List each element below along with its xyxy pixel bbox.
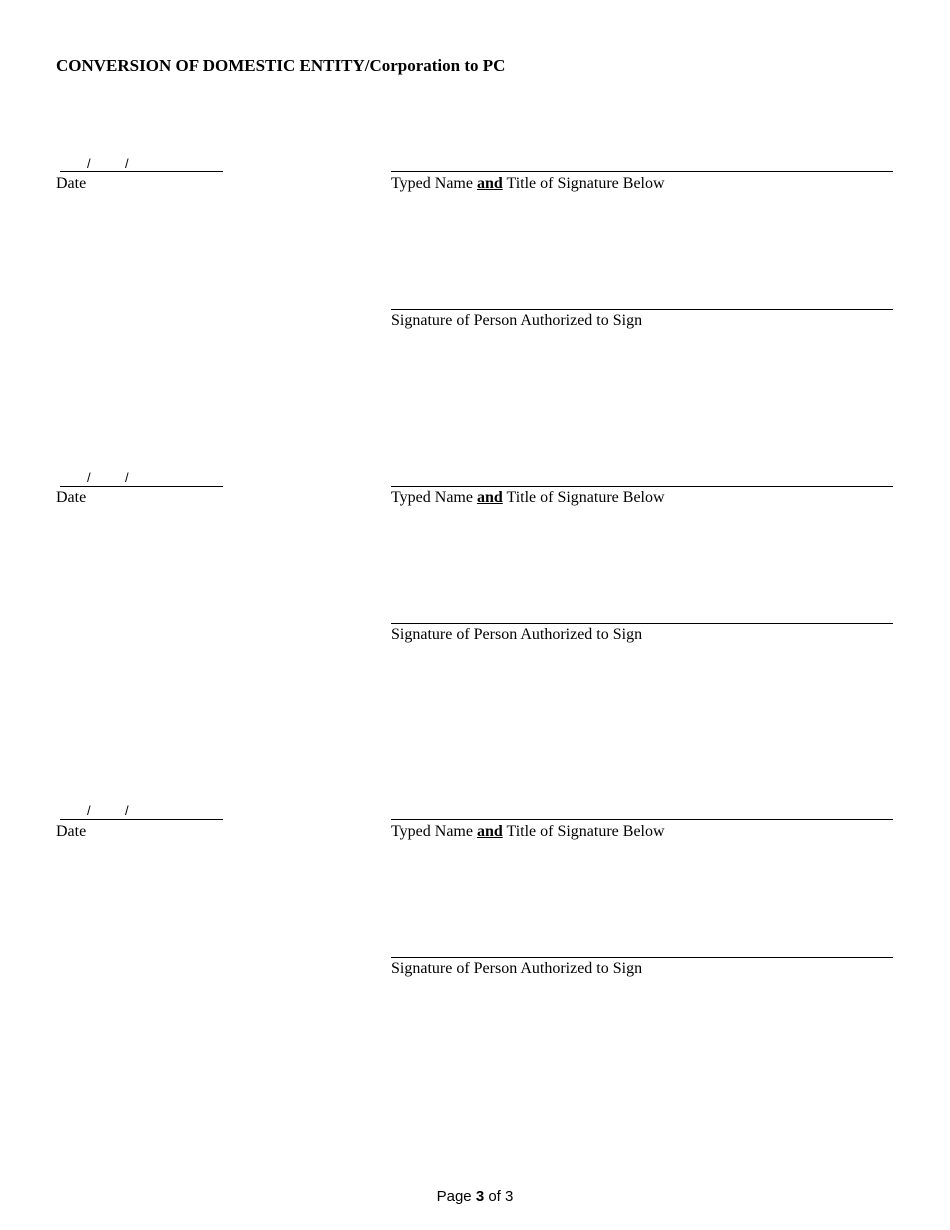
emphasis-and: and [476, 175, 503, 192]
typed-name-label: Typed Name and Title of Signature Below [391, 823, 665, 840]
signature-label: Signature of Person Authorized to Sign [391, 626, 643, 643]
document-title: CONVERSION OF DOMESTIC ENTITY/Corporation to PC [56, 56, 506, 75]
date-separator: / [87, 470, 91, 485]
signature-field[interactable] [391, 623, 893, 624]
signature-label: Signature of Person Authorized to Sign [391, 960, 643, 977]
emphasis-and: and [476, 489, 503, 506]
total-pages: 3 [505, 1188, 514, 1205]
typed-name-label: Typed Name and Title of Signature Below [391, 175, 665, 192]
date-field[interactable] [60, 171, 223, 172]
typed-name-field[interactable] [391, 486, 893, 487]
date-label: Date [56, 489, 87, 506]
date-separator: / [125, 803, 129, 818]
date-separator: / [125, 470, 129, 485]
date-label: Date [56, 823, 87, 840]
page-number-footer: Page 3 of 3 [436, 1188, 514, 1205]
date-separator: / [125, 156, 129, 171]
date-label: Date [56, 175, 87, 192]
typed-name-label: Typed Name and Title of Signature Below [391, 489, 665, 506]
signature-label: Signature of Person Authorized to Sign [391, 312, 643, 329]
date-separator: / [87, 156, 91, 171]
typed-name-field[interactable] [391, 171, 893, 172]
date-field[interactable] [60, 819, 223, 820]
date-field[interactable] [60, 486, 223, 487]
signature-field[interactable] [391, 309, 893, 310]
current-page-number: 3 [475, 1188, 485, 1205]
signature-field[interactable] [391, 957, 893, 958]
date-separator: / [87, 803, 91, 818]
typed-name-field[interactable] [391, 819, 893, 820]
emphasis-and: and [476, 823, 503, 840]
